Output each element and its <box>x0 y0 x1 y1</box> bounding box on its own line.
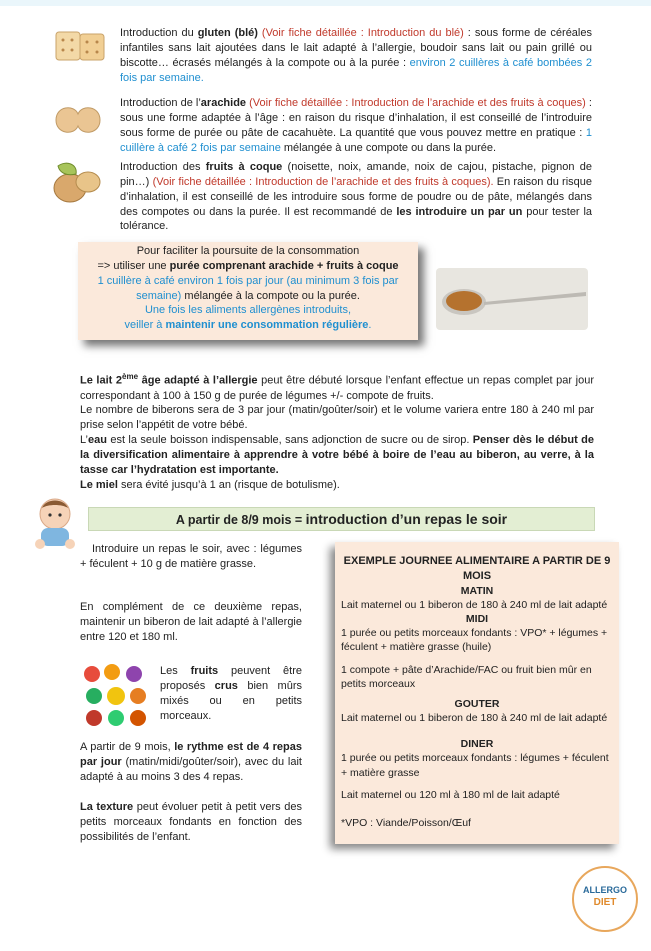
text: âge adapté à l’allergie <box>138 374 258 387</box>
menu-line: Lait maternel ou 1 biberon de 180 à 240 ml de lait adapté <box>341 712 608 725</box>
text: est la seule boisson indispensable, sans adjonction de sucre ou de sirop. <box>106 434 473 447</box>
top-bar <box>0 0 651 6</box>
callout-line: Pour faciliter la poursuite de la consommation <box>136 245 360 257</box>
text: A partir de 9 mois, <box>80 741 175 753</box>
baby-icon <box>26 494 84 552</box>
gluten-paragraph <box>120 26 592 85</box>
arachide-paragraph <box>120 96 592 155</box>
callout-line <box>78 259 418 274</box>
link-text: (Voir fiche détaillée : Introduction de l’arachide et des fruits à coques). <box>152 175 494 188</box>
text: maintenir une consommation régulière <box>165 319 369 332</box>
text: semaine) <box>136 289 182 302</box>
menu-line: Lait maternel ou 120 ml à 180 ml de lait adapté <box>341 788 560 801</box>
text: Penser dès le début de la diversification alimentaire à apprendre à votre bébé à boire de l’eau au biberon, au verre, à la tasse car l’hydratation est importante. <box>80 434 594 476</box>
text: L’ <box>80 434 88 447</box>
text: veiller à <box>124 319 166 332</box>
rhythm-text <box>80 740 302 785</box>
coque-paragraph <box>120 160 592 234</box>
lait-line <box>80 478 594 493</box>
text: peut évoluer petit à petit vers des petits morceaux fondants en fonction des possibilités de l’enfant. <box>80 801 302 843</box>
text: Les <box>160 665 191 677</box>
text: pour tester la tolérance. <box>120 205 593 233</box>
callout-line: 1 cuillère à café environ 1 fois par jour (au minimum 3 fois par <box>97 274 399 287</box>
text: introduction d’un repas le soir <box>305 511 508 527</box>
texture-text <box>80 800 302 845</box>
text: mélangée à la compote ou la purée. <box>181 289 360 302</box>
consumption-callout <box>78 242 418 340</box>
text: ème <box>122 372 139 381</box>
menu-heading: MATIN <box>460 584 494 597</box>
text: A partir de 8/9 mois = <box>175 513 306 527</box>
link-text: (Voir fiche détaillée : Introduction du blé) <box>257 27 464 39</box>
text: : sous forme de céréales infantiles sans lait ajoutées dans le lait adapté à l’allergie, boudoir sans lait ou pain grillé ou biscotte… écrasés mélangés à la compote ou à la purée : <box>120 27 592 69</box>
text: En raison du risque d’inhalation, il est conseillé de les introduire sous forme de poudre ou de pâte, mélangés dans des compotes ou dans la purée. Il est recommandé de <box>120 175 592 218</box>
text: fruits <box>190 665 219 677</box>
text: Le miel <box>80 478 118 491</box>
menu-line: 1 purée ou petits morceaux fondants : légumes + féculent + matière grasse <box>341 752 609 779</box>
menu-line: 1 purée ou petits morceaux fondants : VPO* + légumes + féculent + matière grasse (huile) <box>341 627 608 654</box>
lait-line <box>80 433 594 478</box>
text: arachide <box>200 97 247 109</box>
menu-box <box>335 542 619 844</box>
text: Le lait 2 <box>80 374 123 387</box>
text: Introduction de l’ <box>120 97 201 109</box>
allergo-diet-logo <box>572 866 638 932</box>
peanut-icon <box>50 98 106 142</box>
fruits-text <box>160 664 302 723</box>
lait-line <box>80 372 594 403</box>
menu-line: 1 compote + pâte d’Arachide/FAC ou fruit bien mûr en petits morceaux <box>341 663 592 690</box>
callout-line <box>78 318 418 333</box>
lait-line: Le nombre de biberons sera de 3 par jour (matin/goûter/soir) et le volume variera entre 180 à 240 ml par prise selon l’appétit de votre bébé. <box>80 404 594 432</box>
text: (noisette, noix, amande, noix de cajou, pistache, pignon de pin…) <box>120 161 593 188</box>
fruits-icon <box>80 662 154 730</box>
text: purée comprenant arachide + fruits à coque <box>169 259 399 272</box>
text: les introduire un par un <box>396 205 523 218</box>
menu-line: Lait maternel ou 1 biberon de 180 à 240 ml de lait adapté <box>341 598 608 611</box>
link-text: (Voir fiche détaillée : Introduction de l’arachide et des fruits à coques) <box>246 97 586 109</box>
text: . <box>368 319 372 332</box>
text: crus <box>214 679 238 692</box>
text: eau <box>87 434 107 447</box>
spoon-image <box>436 268 588 330</box>
nuts-icon <box>48 158 106 208</box>
text: (matin/midi/goûter/soir), avec du lait adapté à au moins 3 des 4 repas. <box>80 755 302 783</box>
logo-text: DIET <box>593 897 617 909</box>
text: La texture <box>80 801 134 813</box>
menu-title: EXEMPLE JOURNEE ALIMENTAIRE A PARTIR DE 9 MOIS <box>343 555 611 582</box>
text: fruits à coque <box>205 161 283 173</box>
biscuit-icon <box>54 28 108 64</box>
text: mélangée à une compote ou dans la purée. <box>280 141 497 154</box>
text: Introduction du <box>120 27 198 39</box>
text: Introduction des <box>120 161 206 173</box>
text: peut être débuté lorsque l’enfant effectue un repas complet par jour correspondant à 100 à 150 g de purée de légumes +/- compote de fruits. <box>80 374 595 402</box>
callout-line: Une fois les aliments allergènes introduits, <box>144 304 352 317</box>
menu-note: *VPO : Viande/Poisson/Œuf <box>341 816 471 829</box>
text: : sous une forme adaptée à l’âge : en raison du risque d’inhalation, il est conseillé de l’introduire sous forme de purée ou pâte de cacahuète. La quantité que vous pouvez mettre en pratique : <box>120 97 592 139</box>
text: peuvent être proposés <box>160 665 302 692</box>
text: environ 2 cuillères à café bombées 2 fois par semaine. <box>120 56 592 84</box>
menu-heading: DINER <box>460 738 494 751</box>
text: sera évité jusqu’à 1 an (risque de botulisme). <box>117 478 340 491</box>
section-banner <box>88 507 595 531</box>
text: bien mûrs mixés ou en petits morceaux. <box>160 679 302 722</box>
text: le rythme est de 4 repas par jour <box>80 741 302 768</box>
lait-paragraph <box>80 372 594 492</box>
biberon-text: En complément de ce deuxième repas, maintenir un biberon de lait adapté à l’allergie entre 120 et 180 ml. <box>80 601 302 643</box>
logo-text: ALLERGO <box>583 885 627 895</box>
menu-heading: MIDI <box>465 613 489 626</box>
evening-meal-text: Introduire un repas le soir, avec : légumes + féculent + 10 g de matière grasse. <box>80 543 302 570</box>
text: 1 cuillère à café 2 fois par semaine <box>120 126 592 154</box>
callout-line <box>78 289 418 304</box>
menu-heading: GOUTER <box>454 697 500 710</box>
text: => utiliser une <box>97 259 170 272</box>
text: gluten (blé) <box>197 27 258 39</box>
